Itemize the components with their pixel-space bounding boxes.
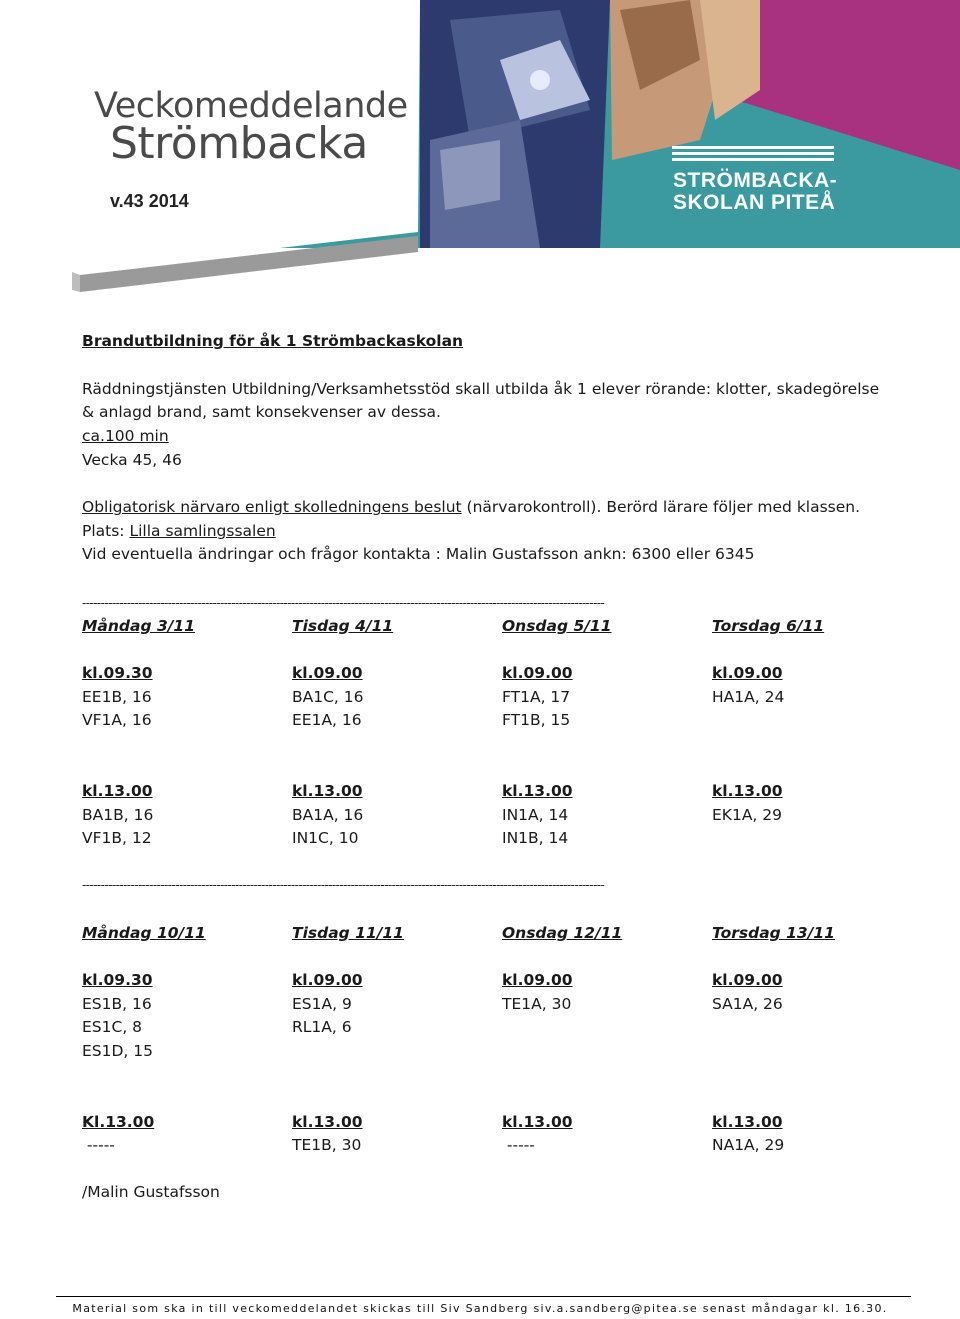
place-text [82, 522, 276, 540]
issue-version: v.43 2014 [110, 191, 189, 211]
time-slot: kl.13.00 [712, 782, 783, 800]
class-entry: ----- [82, 1136, 115, 1154]
time-slot: kl.13.00 [82, 782, 153, 800]
header-banner [0, 0, 960, 300]
class-entry: ES1C, 8 [82, 1018, 143, 1036]
intro-paragraph-line2: & anlagd brand, samt konsekvenser av dessa. [82, 403, 441, 421]
signature: /Malin Gustafsson [82, 1183, 220, 1201]
time-slot: kl.13.00 [502, 1113, 573, 1131]
day-heading: Måndag 10/11 [82, 924, 206, 942]
class-entry: IN1C, 10 [292, 829, 359, 847]
time-slot: kl.13.00 [712, 1113, 783, 1131]
class-entry: HA1A, 24 [712, 688, 785, 706]
class-entry: ES1D, 15 [82, 1042, 154, 1060]
day-heading: Torsdag 13/11 [712, 924, 835, 942]
school-name-line2: SKOLAN PITEÅ [673, 191, 836, 214]
day-heading: Torsdag 6/11 [712, 617, 825, 635]
time-slot: kl.09.00 [712, 971, 783, 989]
place-label: Plats: [82, 522, 130, 540]
separator-line-2: -------------------------------------------------------------------------------------------------------------------------------------------- [82, 878, 605, 892]
day-heading: Måndag 3/11 [82, 617, 195, 635]
class-entry: BA1C, 16 [292, 688, 364, 706]
attendance-rest: (närvarokontroll). Berörd lärare följer med klassen. [461, 498, 861, 516]
class-entry: VF1B, 12 [82, 829, 152, 847]
title-line2: Strömbacka [110, 118, 368, 169]
duration-text: ca.100 min [82, 427, 169, 445]
time-slot: kl.13.00 [292, 1113, 363, 1131]
section-heading: Brandutbildning för åk 1 Strömbackaskolan [82, 332, 464, 350]
class-entry: ES1A, 9 [292, 995, 352, 1013]
school-name-line1: STRÖMBACKA- [673, 169, 838, 192]
class-entry: FT1B, 15 [502, 711, 571, 729]
separator-line-1: -------------------------------------------------------------------------------------------------------------------------------------------- [82, 596, 605, 610]
time-slot: kl.09.30 [82, 971, 153, 989]
title-line1: Veckomeddelande [94, 86, 408, 126]
class-entry: SA1A, 26 [712, 995, 783, 1013]
class-entry: EK1A, 29 [712, 806, 782, 824]
time-slot: kl.09.00 [502, 971, 573, 989]
class-entry: BA1B, 16 [82, 806, 154, 824]
class-entry: IN1B, 14 [502, 829, 569, 847]
attendance-underlined: Obligatorisk närvaro enligt skolledningens beslut [82, 498, 462, 516]
time-slot: kl.09.00 [292, 971, 363, 989]
class-entry: NA1A, 29 [712, 1136, 785, 1154]
class-entry: VF1A, 16 [82, 711, 152, 729]
class-entry: ----- [502, 1136, 535, 1154]
day-heading: Tisdag 11/11 [292, 924, 404, 942]
school-logo-text [673, 170, 837, 214]
day-heading: Onsdag 12/11 [502, 924, 623, 942]
time-slot: kl.13.00 [502, 782, 573, 800]
contact-text: Vid eventuella ändringar och frågor kontakta : Malin Gustafsson ankn: 6300 eller 6345 [82, 545, 755, 563]
footer-note: Material som ska in till veckomeddelandet skickas till Siv Sandberg siv.a.sandberg@pitea.se senast måndagar kl. 16.30. [72, 1302, 888, 1315]
class-entry: ES1B, 16 [82, 995, 152, 1013]
class-entry: EE1B, 16 [82, 688, 152, 706]
time-slot: Kl.13.00 [82, 1113, 155, 1131]
weeks-text: Vecka 45, 46 [82, 451, 182, 469]
class-entry: BA1A, 16 [292, 806, 364, 824]
day-heading: Onsdag 5/11 [502, 617, 612, 635]
day-heading: Tisdag 4/11 [292, 617, 394, 635]
attendance-text [82, 498, 860, 516]
class-entry: TE1A, 30 [502, 995, 572, 1013]
footer-divider [56, 1296, 911, 1297]
time-slot: kl.09.00 [712, 664, 783, 682]
time-slot: kl.09.30 [82, 664, 153, 682]
time-slot: kl.09.00 [292, 664, 363, 682]
time-slot: kl.09.00 [502, 664, 573, 682]
class-entry: IN1A, 14 [502, 806, 569, 824]
class-entry: RL1A, 6 [292, 1018, 352, 1036]
class-entry: FT1A, 17 [502, 688, 571, 706]
intro-paragraph-line1: Räddningstjänsten Utbildning/Verksamhetsstöd skall utbilda åk 1 elever rörande: klotter, skadegörelse [82, 380, 880, 398]
time-slot: kl.13.00 [292, 782, 363, 800]
class-entry: TE1B, 30 [292, 1136, 362, 1154]
place-value: Lilla samlingssalen [129, 522, 276, 540]
class-entry: EE1A, 16 [292, 711, 362, 729]
